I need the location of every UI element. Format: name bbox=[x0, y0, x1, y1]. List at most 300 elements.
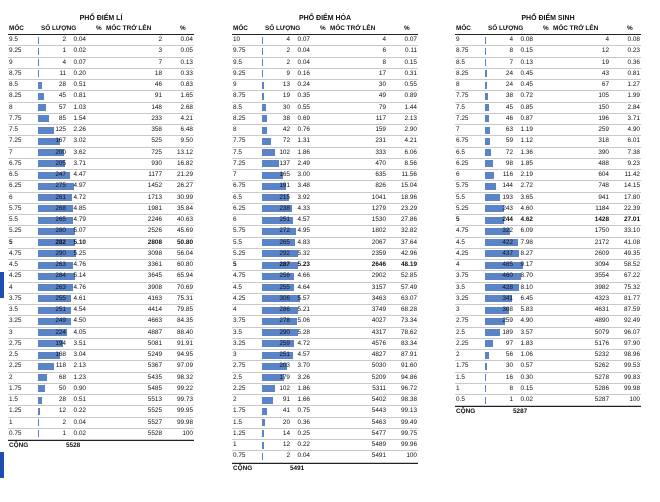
table-row bbox=[232, 103, 418, 114]
cell-so-luong: 263 bbox=[55, 261, 66, 268]
cell-moc-tro-len: 5435 bbox=[147, 373, 162, 381]
cell-so-luong: 38 bbox=[282, 114, 290, 122]
cell-moc: 3.25 bbox=[456, 294, 469, 302]
cell-pct: 5.10 bbox=[73, 238, 86, 246]
cell-pct-cumulative: 1.44 bbox=[404, 103, 417, 111]
cell-pct-cumulative: 73.34 bbox=[401, 317, 417, 325]
cell-pct: 8.70 bbox=[520, 272, 533, 280]
table-row bbox=[455, 80, 641, 91]
cell-moc-tro-len: 4631 bbox=[594, 306, 609, 313]
header-so-luong: SỐ LƯỢNG bbox=[265, 25, 301, 32]
cell-so-luong: 341 bbox=[502, 294, 513, 302]
cell-moc-tro-len: 19 bbox=[601, 58, 609, 66]
count-bar bbox=[262, 408, 267, 415]
cell-moc-tro-len: 1428 bbox=[594, 216, 609, 223]
cell-pct: 3.48 bbox=[297, 182, 310, 190]
cell-moc-tro-len: 4323 bbox=[594, 294, 609, 302]
cell-pct: 1.31 bbox=[297, 137, 310, 145]
cell-moc-tro-len: 826 bbox=[375, 182, 386, 190]
count-bar bbox=[262, 385, 275, 392]
cell-moc: 8 bbox=[456, 81, 460, 88]
cell-pct-cumulative: 0.23 bbox=[627, 47, 640, 55]
cell-moc: 7.25 bbox=[456, 114, 469, 122]
cell-pct-cumulative: 100 bbox=[629, 396, 640, 403]
table-row bbox=[8, 125, 194, 136]
cell-pct-cumulative: 79.85 bbox=[177, 306, 193, 313]
cell-so-luong: 200 bbox=[55, 148, 66, 156]
cell-so-luong: 116 bbox=[502, 171, 513, 178]
table-row bbox=[455, 260, 641, 271]
cell-pct-cumulative: 0.08 bbox=[627, 36, 640, 43]
table-row bbox=[8, 136, 194, 147]
cell-pct-cumulative: 100 bbox=[182, 429, 193, 437]
cell-moc-tro-len: 5513 bbox=[147, 396, 162, 403]
cell-pct: 1.54 bbox=[73, 114, 86, 122]
table-row bbox=[8, 148, 194, 159]
header-pct: % bbox=[320, 25, 326, 32]
cell-pct: 5.06 bbox=[297, 317, 310, 325]
table-header bbox=[8, 24, 194, 35]
cell-moc-tro-len: 4027 bbox=[371, 317, 386, 325]
cell-moc-tro-len: 196 bbox=[598, 114, 609, 122]
table-row bbox=[232, 136, 418, 147]
cell-pct: 0.45 bbox=[520, 69, 533, 77]
count-bar bbox=[485, 59, 486, 66]
table-row bbox=[455, 238, 641, 249]
cell-so-luong: 1 bbox=[509, 396, 513, 403]
cell-pct: 0.02 bbox=[73, 47, 86, 55]
cell-pct-cumulative: 97.90 bbox=[624, 339, 640, 347]
cell-pct: 0.87 bbox=[520, 114, 533, 122]
cell-pct: 3.71 bbox=[73, 159, 86, 167]
table-row bbox=[232, 193, 418, 204]
count-bar bbox=[485, 352, 489, 359]
cell-so-luong: 41 bbox=[282, 407, 290, 415]
cell-pct-cumulative: 13.12 bbox=[177, 148, 193, 156]
count-bar bbox=[262, 104, 266, 111]
cell-so-luong: 137 bbox=[279, 159, 290, 167]
cell-so-luong: 46 bbox=[505, 114, 513, 122]
cell-pct: 0.07 bbox=[73, 58, 86, 66]
cell-pct-cumulative: 49.35 bbox=[624, 249, 640, 257]
table-row bbox=[8, 35, 194, 46]
cell-moc-tro-len: 3749 bbox=[371, 306, 386, 313]
cell-so-luong: 244 bbox=[502, 216, 513, 223]
table-li bbox=[8, 14, 194, 451]
cell-so-luong: 485 bbox=[502, 261, 513, 268]
cell-moc-tro-len: 117 bbox=[375, 114, 386, 122]
cell-pct: 4.66 bbox=[297, 272, 310, 280]
cell-moc-tro-len: 1750 bbox=[594, 227, 609, 235]
cell-moc: 0.5 bbox=[456, 396, 465, 403]
cell-moc: 1 bbox=[233, 441, 237, 448]
cell-pct-cumulative: 4.21 bbox=[404, 137, 417, 145]
cell-moc: 2.25 bbox=[233, 384, 246, 392]
cell-pct-cumulative: 17.80 bbox=[624, 193, 640, 201]
table-row bbox=[232, 451, 418, 462]
cell-so-luong: 255 bbox=[55, 294, 66, 302]
table-row bbox=[455, 58, 641, 69]
cell-moc: 9.75 bbox=[233, 47, 246, 55]
cell-pct-cumulative: 78.62 bbox=[401, 328, 417, 336]
cell-moc-tro-len: 2609 bbox=[594, 249, 609, 257]
cell-pct-cumulative: 9.23 bbox=[627, 159, 640, 167]
table-row bbox=[232, 80, 418, 91]
cell-pct: 3.02 bbox=[73, 137, 86, 145]
cell-moc: 7 bbox=[233, 171, 237, 178]
cell-moc: 1 bbox=[456, 384, 460, 392]
table-row bbox=[232, 373, 418, 384]
cell-so-luong: 278 bbox=[279, 317, 290, 325]
table-title: PHỔ ĐIỂM LÍ bbox=[79, 15, 123, 22]
cell-moc-tro-len: 43 bbox=[601, 69, 609, 77]
table-row bbox=[8, 46, 194, 57]
count-bar bbox=[485, 70, 487, 77]
cell-moc-tro-len: 1279 bbox=[371, 204, 386, 212]
cell-moc: 3.5 bbox=[456, 283, 465, 291]
cell-so-luong: 57 bbox=[58, 103, 66, 111]
cell-pct-cumulative: 1.65 bbox=[180, 92, 193, 100]
cell-pct-cumulative: 70.69 bbox=[177, 283, 193, 291]
cell-pct-cumulative: 99.53 bbox=[624, 362, 640, 370]
cell-so-luong: 98 bbox=[505, 159, 513, 167]
table-row bbox=[455, 384, 641, 395]
cell-pct-cumulative: 83.34 bbox=[401, 339, 417, 347]
cell-pct: 1.12 bbox=[520, 137, 533, 145]
cell-pct-cumulative: 65.94 bbox=[177, 272, 193, 280]
cell-pct-cumulative: 52.85 bbox=[401, 272, 417, 280]
header-pct: % bbox=[543, 25, 549, 32]
table-row bbox=[232, 238, 418, 249]
table-row bbox=[8, 170, 194, 181]
header-moc: MỐC bbox=[233, 25, 248, 32]
cell-so-luong: 256 bbox=[279, 272, 290, 280]
cell-so-luong: 8 bbox=[509, 384, 513, 392]
cell-moc: 7.75 bbox=[233, 137, 246, 145]
table-header bbox=[232, 24, 418, 35]
table-row bbox=[8, 418, 194, 429]
total-value: 5528 bbox=[66, 442, 81, 449]
cell-moc-tro-len: 12 bbox=[601, 47, 609, 55]
cell-moc: 5.25 bbox=[233, 249, 246, 257]
cell-moc: 2.75 bbox=[233, 362, 246, 370]
cell-moc: 3 bbox=[456, 306, 460, 313]
cell-pct-cumulative: 40.63 bbox=[177, 216, 193, 223]
count-bar bbox=[485, 93, 488, 100]
cell-so-luong: 28 bbox=[58, 81, 66, 88]
cell-pct-cumulative: 0.15 bbox=[404, 58, 417, 66]
cell-pct: 0.51 bbox=[73, 81, 86, 88]
table-row bbox=[455, 373, 641, 384]
cell-moc-tro-len: 5262 bbox=[594, 362, 609, 370]
cell-moc: 7.5 bbox=[9, 126, 18, 133]
header-pct: % bbox=[96, 25, 102, 32]
cell-pct: 0.85 bbox=[520, 103, 533, 111]
cell-so-luong: 251 bbox=[279, 216, 290, 223]
table-row bbox=[8, 238, 194, 249]
count-bar bbox=[485, 217, 504, 224]
table-row bbox=[455, 361, 641, 372]
cell-so-luong: 263 bbox=[55, 283, 66, 291]
cell-pct: 0.36 bbox=[297, 418, 310, 426]
cell-moc: 3.75 bbox=[233, 317, 246, 325]
table-row bbox=[455, 170, 641, 181]
cell-moc: 5.5 bbox=[9, 216, 18, 223]
cell-so-luong: 255 bbox=[279, 283, 290, 291]
cell-moc-tro-len: 635 bbox=[375, 171, 386, 178]
table-row bbox=[232, 260, 418, 271]
cell-pct-cumulative: 0.55 bbox=[404, 81, 417, 88]
table-row bbox=[455, 181, 641, 192]
table-row bbox=[8, 159, 194, 170]
cell-moc: 1.5 bbox=[9, 396, 18, 403]
cell-moc-tro-len: 5249 bbox=[147, 351, 162, 358]
cell-moc: 3.5 bbox=[9, 306, 18, 313]
cell-pct-cumulative: 67.22 bbox=[624, 272, 640, 280]
cell-moc: 8.5 bbox=[233, 103, 242, 111]
cell-moc: 1.75 bbox=[456, 362, 469, 370]
header-moc: MỐC bbox=[456, 25, 471, 32]
total-row bbox=[8, 440, 194, 451]
cell-pct-cumulative: 6.48 bbox=[180, 126, 193, 133]
cell-pct: 0.07 bbox=[297, 36, 310, 43]
cell-moc-tro-len: 1177 bbox=[148, 171, 162, 178]
cell-pct-cumulative: 4.21 bbox=[180, 114, 193, 122]
cell-so-luong: 45 bbox=[58, 92, 66, 100]
cell-pct: 0.04 bbox=[297, 47, 310, 55]
table-row bbox=[232, 328, 418, 339]
cell-moc: 1.75 bbox=[233, 407, 246, 415]
count-bar bbox=[262, 430, 264, 437]
cell-pct: 5.21 bbox=[297, 306, 310, 313]
cell-pct-cumulative: 94.86 bbox=[401, 373, 417, 381]
cell-moc-tro-len: 5443 bbox=[371, 407, 386, 415]
cell-moc-tro-len: 2646 bbox=[371, 261, 386, 268]
cell-pct: 0.02 bbox=[73, 429, 86, 437]
table-row bbox=[455, 328, 641, 339]
table-row bbox=[232, 58, 418, 69]
cell-pct: 1.06 bbox=[520, 351, 533, 358]
cell-pct-cumulative: 18.96 bbox=[401, 193, 417, 201]
cell-moc: 2.5 bbox=[456, 328, 465, 336]
table-hoa bbox=[232, 14, 418, 474]
total-label: CỘNG bbox=[233, 464, 253, 472]
cell-so-luong: 125 bbox=[55, 126, 66, 133]
table-row bbox=[8, 384, 194, 395]
table-row bbox=[8, 373, 194, 384]
cell-moc: 9.25 bbox=[233, 69, 246, 77]
cell-pct-cumulative: 1.27 bbox=[627, 81, 640, 88]
cell-pct-cumulative: 50.80 bbox=[177, 238, 193, 246]
count-bar bbox=[485, 48, 486, 55]
cell-moc-tro-len: 358 bbox=[151, 126, 162, 133]
cell-pct: 0.25 bbox=[297, 429, 310, 437]
cell-moc: 6 bbox=[456, 171, 460, 178]
cell-pct-cumulative: 0.11 bbox=[405, 47, 417, 55]
cell-pct-cumulative: 41.08 bbox=[624, 238, 640, 246]
cell-pct: 3.51 bbox=[73, 339, 86, 347]
cell-moc: 2.25 bbox=[456, 339, 469, 347]
cell-pct: 3.00 bbox=[297, 171, 310, 178]
cell-pct: 1.66 bbox=[297, 396, 310, 403]
table-row bbox=[8, 249, 194, 260]
count-bar bbox=[262, 82, 264, 89]
cell-so-luong: 72 bbox=[505, 148, 513, 156]
cell-so-luong: 30 bbox=[505, 362, 513, 370]
count-bar bbox=[262, 93, 264, 100]
cell-moc: 5.75 bbox=[233, 227, 246, 235]
cell-so-luong: 97 bbox=[505, 339, 513, 347]
cell-moc: 5.5 bbox=[456, 193, 465, 201]
cell-pct-cumulative: 0.33 bbox=[180, 69, 193, 77]
cell-pct: 0.13 bbox=[520, 58, 533, 66]
cell-moc-tro-len: 4663 bbox=[147, 317, 162, 325]
cell-pct-cumulative: 11.56 bbox=[401, 171, 417, 178]
count-bar bbox=[38, 104, 46, 111]
table-title: PHỔ ĐIỂM SINH bbox=[521, 15, 575, 22]
cell-moc-tro-len: 46 bbox=[154, 81, 162, 88]
cell-moc: 2.75 bbox=[456, 317, 469, 325]
cell-pct: 4.85 bbox=[73, 204, 86, 212]
cell-moc: 5 bbox=[9, 238, 13, 246]
cell-so-luong: 280 bbox=[55, 227, 66, 235]
cell-moc-tro-len: 748 bbox=[598, 182, 609, 190]
cell-pct: 1.86 bbox=[297, 384, 310, 392]
total-value: 5491 bbox=[290, 464, 305, 472]
table-row bbox=[232, 91, 418, 102]
cell-pct-cumulative: 87.91 bbox=[401, 351, 417, 358]
cell-moc: 9 bbox=[233, 81, 237, 88]
cell-moc: 9.5 bbox=[9, 36, 18, 43]
cell-pct: 8.27 bbox=[520, 249, 533, 257]
cell-moc: 6 bbox=[9, 193, 13, 201]
cell-pct: 5.28 bbox=[297, 328, 310, 336]
table-row bbox=[232, 249, 418, 260]
cell-pct: 3.04 bbox=[73, 351, 86, 358]
table-row bbox=[455, 305, 641, 316]
cell-so-luong: 259 bbox=[502, 317, 513, 325]
cell-pct: 4.57 bbox=[297, 216, 310, 223]
cell-pct-cumulative: 92.49 bbox=[624, 317, 640, 325]
cell-moc-tro-len: 5477 bbox=[371, 429, 386, 437]
table-row bbox=[455, 69, 641, 80]
cell-moc: 2 bbox=[9, 373, 13, 381]
table-row bbox=[455, 35, 641, 46]
table-row bbox=[455, 91, 641, 102]
cell-pct-cumulative: 57.49 bbox=[401, 283, 417, 291]
cell-moc-tro-len: 2902 bbox=[371, 272, 386, 280]
cell-moc: 7.5 bbox=[233, 148, 242, 156]
table-row bbox=[455, 114, 641, 125]
count-bar bbox=[485, 183, 496, 190]
cell-moc: 6.25 bbox=[9, 182, 22, 190]
table-row bbox=[232, 361, 418, 372]
table-row bbox=[8, 226, 194, 237]
cell-moc-tro-len: 4890 bbox=[594, 317, 609, 325]
cell-moc: 4.5 bbox=[456, 238, 465, 246]
table-row bbox=[8, 193, 194, 204]
cell-moc-tro-len: 4 bbox=[382, 36, 386, 43]
cell-moc-tro-len: 5528 bbox=[147, 429, 162, 437]
cell-moc: 6.5 bbox=[233, 193, 242, 201]
table-row bbox=[232, 159, 418, 170]
table-row bbox=[455, 283, 641, 294]
cell-pct-cumulative: 0.04 bbox=[180, 36, 193, 43]
total-label: CỘNG bbox=[9, 442, 29, 449]
cell-pct: 9.17 bbox=[520, 261, 533, 268]
cell-moc-tro-len: 1713 bbox=[147, 193, 162, 201]
cell-pct-cumulative: 2.90 bbox=[404, 126, 417, 133]
cell-moc: 2.5 bbox=[9, 351, 18, 358]
cell-moc-tro-len: 5527 bbox=[147, 418, 162, 426]
cell-so-luong: 20 bbox=[282, 418, 290, 426]
cell-pct: 4.60 bbox=[520, 204, 533, 212]
cell-moc: 6.75 bbox=[456, 137, 469, 145]
cell-pct-cumulative: 88.40 bbox=[177, 328, 193, 336]
cell-so-luong: 261 bbox=[55, 193, 66, 201]
cell-moc-tro-len: 30 bbox=[378, 81, 386, 88]
cell-pct-cumulative: 30.99 bbox=[177, 193, 193, 201]
cell-pct: 0.04 bbox=[297, 58, 310, 66]
cell-pct: 0.24 bbox=[297, 81, 310, 88]
cell-moc-tro-len: 5463 bbox=[371, 418, 386, 426]
cell-pct-cumulative: 56.04 bbox=[177, 249, 193, 257]
cell-pct: 6.45 bbox=[520, 294, 533, 302]
cell-pct: 0.04 bbox=[73, 36, 86, 43]
cell-so-luong: 59 bbox=[505, 137, 513, 145]
table-row bbox=[8, 361, 194, 372]
table-row bbox=[232, 316, 418, 327]
cell-pct-cumulative: 75.31 bbox=[177, 294, 193, 302]
cell-moc: 10 bbox=[233, 36, 241, 43]
cell-so-luong: 14 bbox=[282, 429, 290, 437]
table-row bbox=[8, 215, 194, 226]
cell-moc-tro-len: 5030 bbox=[371, 362, 386, 370]
cell-moc-tro-len: 5081 bbox=[147, 339, 162, 347]
cell-moc-tro-len: 1802 bbox=[371, 227, 386, 235]
cell-moc-tro-len: 4163 bbox=[147, 294, 162, 302]
table-title: PHỔ ĐIỂM HÓA bbox=[298, 15, 352, 22]
table-row bbox=[455, 136, 641, 147]
cell-moc: 4.75 bbox=[9, 249, 22, 257]
cell-pct-cumulative: 7.38 bbox=[627, 148, 640, 156]
count-bar bbox=[485, 149, 491, 156]
count-bar bbox=[485, 374, 486, 381]
cell-moc-tro-len: 1530 bbox=[371, 216, 386, 223]
cell-moc: 3 bbox=[233, 351, 237, 358]
cell-so-luong: 292 bbox=[279, 249, 290, 257]
cell-pct-cumulative: 37.64 bbox=[401, 238, 417, 246]
cell-moc: 8 bbox=[233, 126, 237, 133]
cell-moc-tro-len: 259 bbox=[598, 126, 609, 133]
cell-pct: 7.98 bbox=[520, 238, 533, 246]
cell-moc-tro-len: 7 bbox=[158, 58, 162, 66]
cell-moc-tro-len: 4317 bbox=[371, 328, 386, 336]
cell-so-luong: 12 bbox=[282, 441, 290, 448]
cell-moc: 5.25 bbox=[456, 204, 469, 212]
cell-pct-cumulative: 99.49 bbox=[401, 418, 417, 426]
count-bar bbox=[485, 82, 487, 89]
cell-moc: 6.75 bbox=[9, 159, 22, 167]
table-row bbox=[8, 271, 194, 282]
cell-so-luong: 282 bbox=[55, 238, 66, 246]
table-sinh bbox=[455, 14, 641, 417]
cell-so-luong: 1 bbox=[62, 47, 66, 55]
table-row bbox=[232, 350, 418, 361]
cell-pct-cumulative: 58.52 bbox=[624, 261, 640, 268]
cell-so-luong: 12 bbox=[58, 407, 66, 415]
table-row bbox=[232, 69, 418, 80]
